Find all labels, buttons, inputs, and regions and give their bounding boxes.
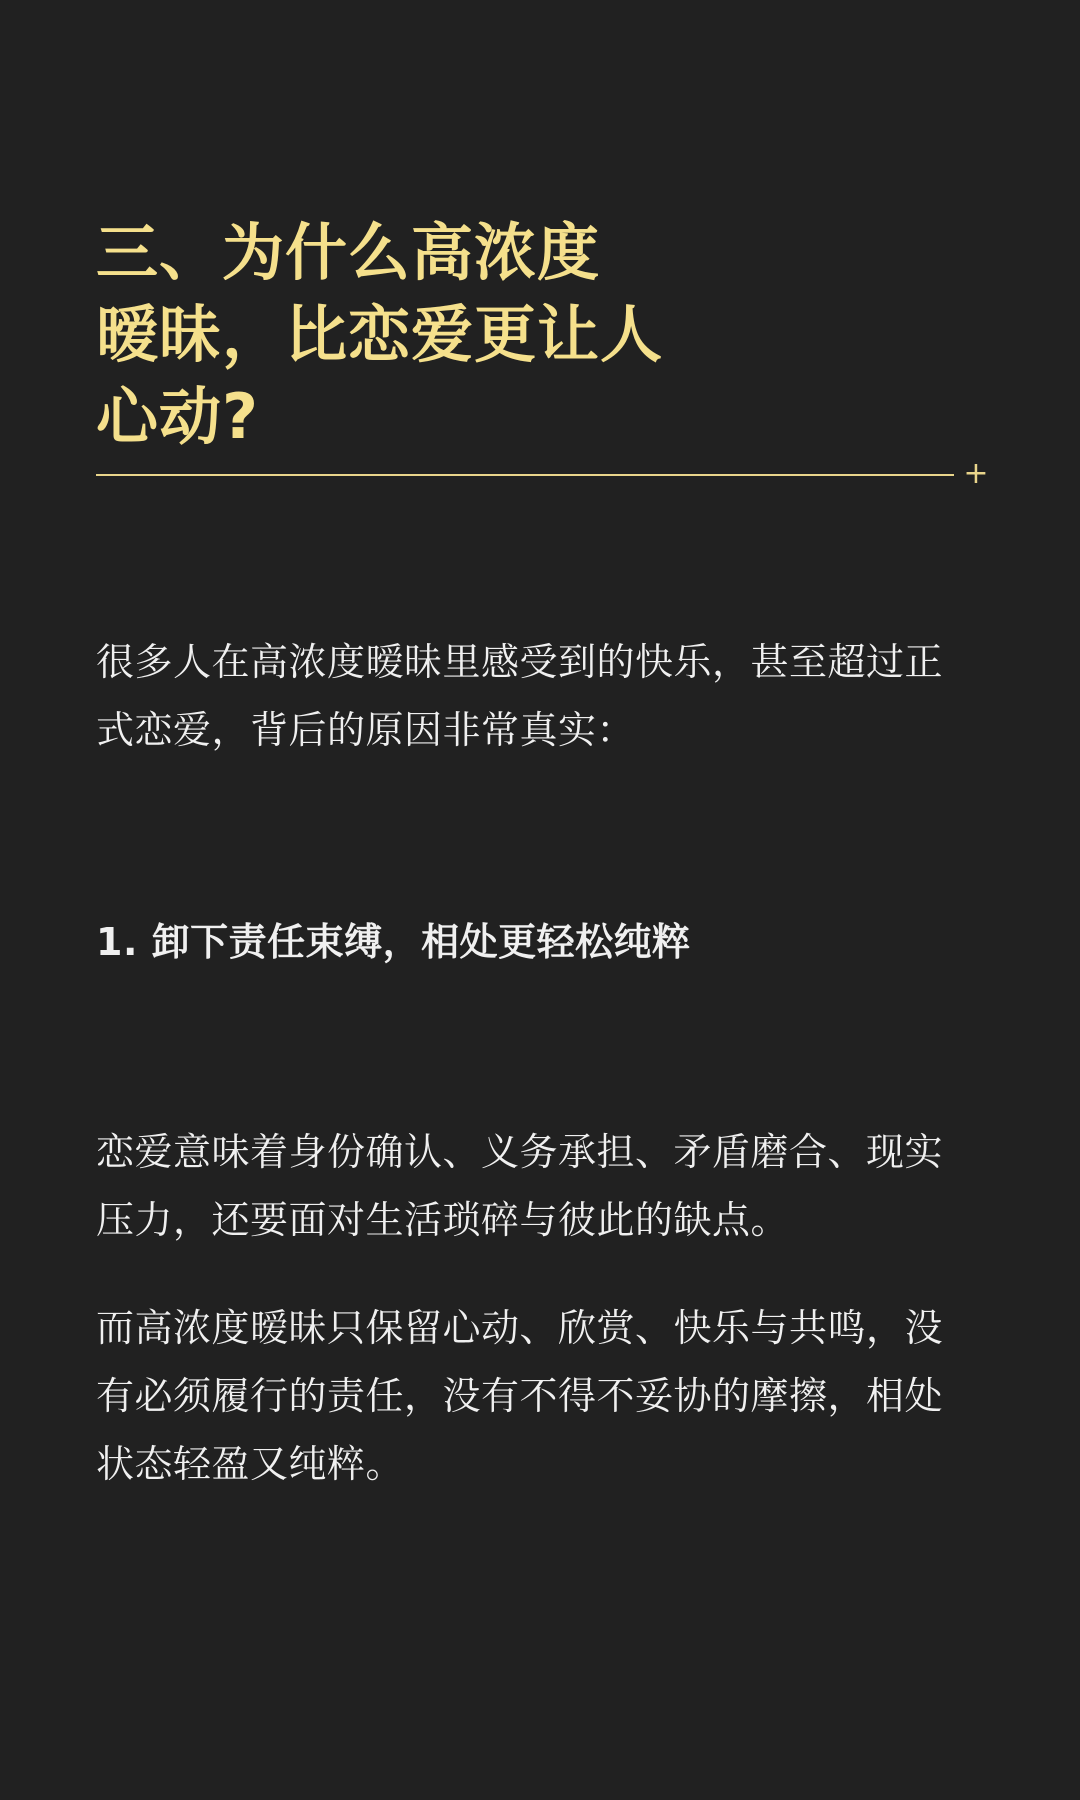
body-paragraph-line: 压力，还要面对生活琐碎与彼此的缺点。 [96, 1198, 790, 1242]
body-paragraph-line: 而高浓度暧昧只保留心动、欣赏、快乐与共鸣，没 [96, 1306, 944, 1350]
intro-paragraph [96, 628, 986, 764]
body-paragraph-line: 有必须履行的责任，没有不得不妥协的摩擦，相处 [96, 1374, 944, 1418]
section-heading: 1. 卸下责任束缚，相处更轻松纯粹 [96, 920, 691, 964]
intro-line: 式恋爱，背后的原因非常真实： [96, 708, 636, 752]
plus-icon: + [963, 456, 989, 491]
article-title [96, 212, 856, 458]
article-title-line: 三、为什么高浓度 [96, 216, 601, 289]
body-paragraph-1 [96, 1118, 986, 1254]
body-paragraph-2 [96, 1294, 986, 1498]
article-title-line: 心动? [96, 380, 259, 453]
title-divider [96, 474, 954, 476]
article-title-line: 暧昧，比恋爱更让人 [96, 298, 664, 371]
body-paragraph-line: 状态轻盈又纯粹。 [96, 1442, 405, 1486]
body-paragraph-line: 恋爱意味着身份确认、义务承担、矛盾磨合、现实 [96, 1130, 944, 1174]
intro-line: 很多人在高浓度暧昧里感受到的快乐，甚至超过正 [96, 640, 944, 684]
